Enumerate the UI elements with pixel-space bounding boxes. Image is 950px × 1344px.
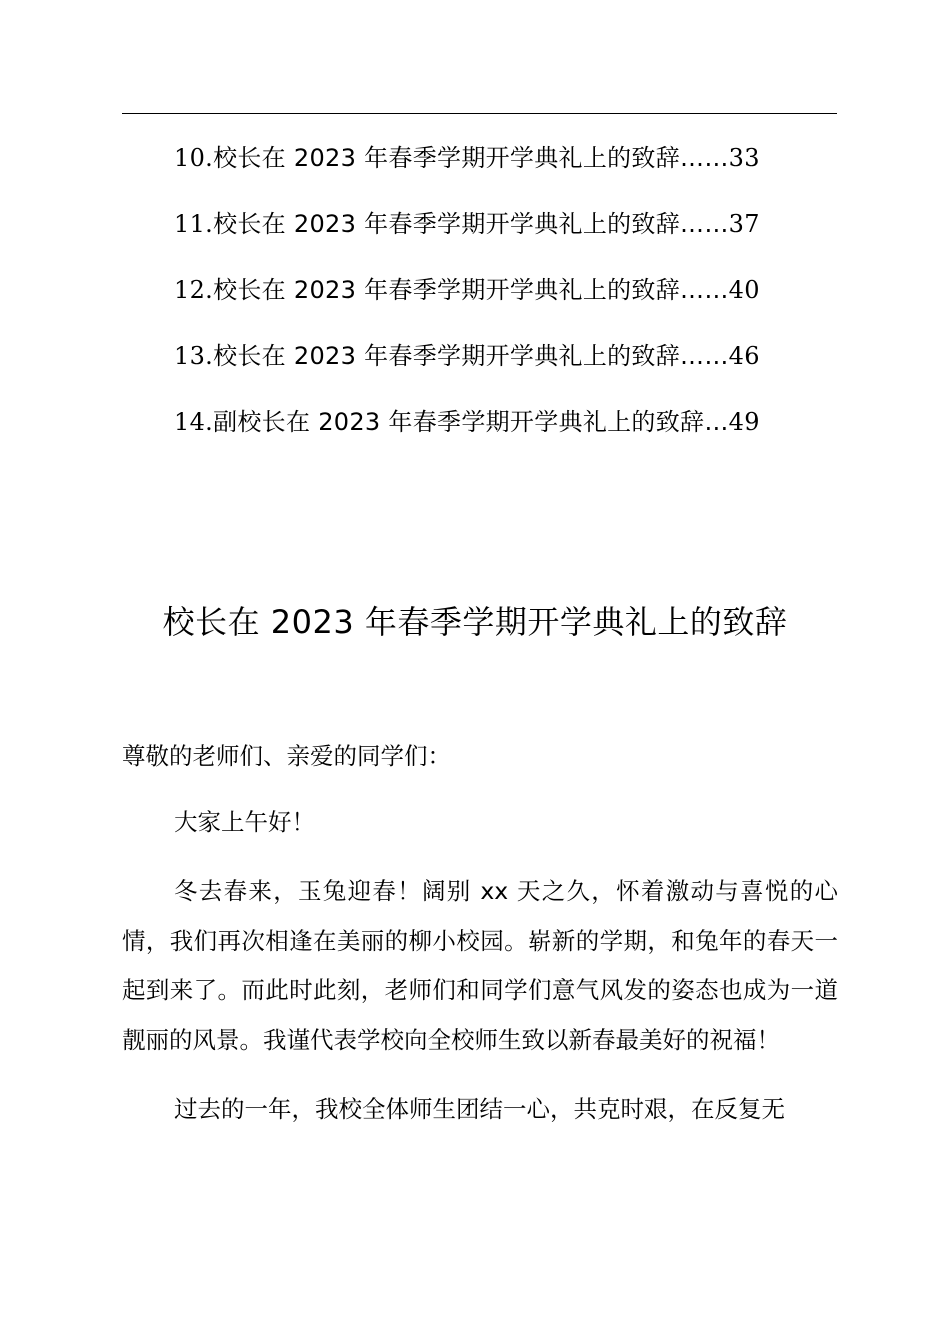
toc-entry-number: 14. [174, 408, 214, 436]
toc-entry-title: 校长在 2023 年春季学期开学典礼上的致辞 [213, 210, 681, 238]
toc-entry-page: 49 [728, 408, 760, 436]
toc-entry-page: 37 [728, 210, 760, 238]
document-body [122, 732, 838, 1155]
toc-entry-number: 12. [174, 276, 214, 304]
toc-entry-title: 副校长在 2023 年春季学期开学典礼上的致辞 [213, 408, 705, 436]
salutation: 尊敬的老师们、亲爱的同学们： [122, 742, 451, 770]
toc-entry-title: 校长在 2023 年春季学期开学典礼上的致辞 [213, 342, 681, 370]
toc-entry-title: 校长在 2023 年春季学期开学典礼上的致辞 [213, 144, 681, 172]
toc-entry-leader: …… [680, 342, 729, 370]
toc-entry-leader: … [704, 408, 729, 436]
toc-entry[interactable] [174, 270, 854, 336]
toc-entry-leader: …… [680, 144, 729, 172]
toc-entry[interactable] [174, 336, 854, 402]
toc-entry-leader: …… [680, 276, 729, 304]
toc-entry-number: 11. [174, 210, 214, 238]
toc-entry-page: 46 [728, 342, 760, 370]
toc-entry-page: 33 [728, 144, 760, 172]
body-paragraph: 冬去春来，玉兔迎春！阔别 xx 天之久，怀着激动与喜悦的心情，我们再次相逢在美丽的柳小校园。崭新的学期，和兔年的春天一起到来了。而此时此刻，老师们和同学们意气风发的姿态也成为一道靓丽的风景。我谨代表学校向全校师生致以新春最美好的祝福！ [122, 877, 838, 1054]
toc-entry[interactable] [174, 204, 854, 270]
header-divider [122, 113, 837, 114]
toc-entry-page: 40 [728, 276, 760, 304]
greeting: 大家上午好！ [174, 807, 315, 836]
document-title: 校长在 2023 年春季学期开学典礼上的致辞 [162, 603, 788, 641]
toc-entry-leader: …… [680, 210, 729, 238]
body-paragraph: 过去的一年，我校全体师生团结一心，共克时艰，在反复无 [174, 1095, 785, 1123]
toc-entry[interactable] [174, 402, 854, 468]
toc-entry-number: 13. [174, 342, 214, 370]
toc-entry-number: 10. [174, 144, 214, 172]
toc-entry[interactable] [174, 138, 854, 204]
table-of-contents [174, 138, 854, 468]
toc-entry-title: 校长在 2023 年春季学期开学典礼上的致辞 [213, 276, 681, 304]
